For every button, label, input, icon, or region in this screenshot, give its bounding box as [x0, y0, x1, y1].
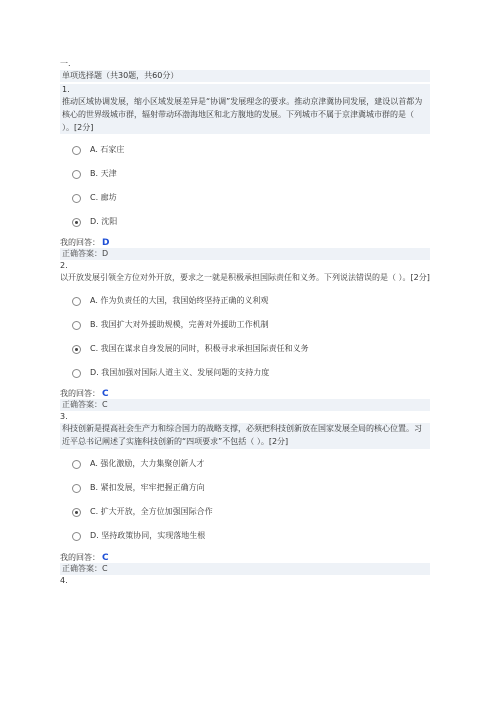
section-title: 单项选择题（共30题，共60分）: [60, 70, 430, 82]
radio-button-checked[interactable]: [72, 508, 81, 517]
section-number: 一.: [60, 59, 71, 68]
radio-button[interactable]: [72, 170, 81, 179]
option-b[interactable]: B. 我国扩大对外援助规模，完善对外援助工作机制: [72, 315, 430, 335]
my-answer-letter: C: [102, 389, 109, 400]
option-d[interactable]: D. 坚持政策协同，实现落地生根: [72, 527, 430, 547]
question-3: [60, 411, 430, 575]
correct-answer: 正确答案：C: [60, 563, 430, 575]
radio-button[interactable]: [72, 460, 81, 469]
question-1: [60, 84, 430, 260]
radio-button[interactable]: [72, 369, 81, 378]
radio-button[interactable]: [72, 146, 81, 155]
radio-button[interactable]: [72, 484, 81, 493]
exam-page: [60, 58, 430, 587]
my-answer: 我的回答： C: [60, 551, 430, 563]
option-d[interactable]: D. 我国加强对国际人道主义、发展问题的支持力度: [72, 363, 430, 383]
option-d[interactable]: D. 沈阳: [72, 212, 430, 232]
question-number: 3.: [60, 412, 68, 422]
my-answer-letter: C: [102, 552, 109, 563]
option-c[interactable]: C. 廊坊: [72, 188, 430, 208]
option-b[interactable]: B. 天津: [72, 164, 430, 184]
my-answer: 我的回答： D: [60, 236, 430, 248]
question-text: 推动区域协调发展，缩小区域发展差异是“协调”发展理念的要求。推动京津冀协同发展，建设以首都为核心的世界级城市群，辐射带动环渤海地区和北方腹地的发展。下列城市不属于京津冀城市群的是（ ）。[2分]: [60, 96, 430, 134]
question-2: [60, 260, 430, 411]
question-number: 2.: [60, 261, 68, 271]
question-text: 以开放发展引领全方位对外开放，要求之一就是积极承担国际责任和义务。下列说法错误的是（ ）。[2分]: [60, 273, 430, 283]
radio-button[interactable]: [72, 297, 81, 306]
correct-answer: 正确答案：D: [60, 248, 430, 260]
question-text: 科技创新是提高社会生产力和综合国力的战略支撑，必须把科技创新放在国家发展全局的核心位置。习近平总书记阐述了实施科技创新的“四项要求”不包括（ ）。[2分]: [60, 423, 430, 449]
my-answer: 我的回答： C: [60, 387, 430, 399]
option-a[interactable]: A. 作为负责任的大国，我国始终坚持正确的义利观: [72, 291, 430, 311]
radio-button[interactable]: [72, 321, 81, 330]
my-answer-letter: D: [102, 238, 110, 249]
radio-button[interactable]: [72, 194, 81, 203]
question-number-next: 4.: [60, 575, 68, 585]
option-c[interactable]: C. 扩大开放，全方位加强国际合作: [72, 503, 430, 523]
radio-button-checked[interactable]: [72, 218, 81, 227]
option-c[interactable]: C. 我国在谋求自身发展的同时，积极寻求承担国际责任和义务: [72, 339, 430, 359]
option-a[interactable]: A. 强化激励，大力集聚创新人才: [72, 455, 430, 475]
question-number: 1.: [60, 84, 430, 96]
option-a[interactable]: A. 石家庄: [72, 140, 430, 160]
radio-button-checked[interactable]: [72, 345, 81, 354]
correct-answer: 正确答案：C: [60, 399, 430, 411]
radio-button[interactable]: [72, 532, 81, 541]
option-b[interactable]: B. 紧扣发展，牢牢把握正确方向: [72, 479, 430, 499]
